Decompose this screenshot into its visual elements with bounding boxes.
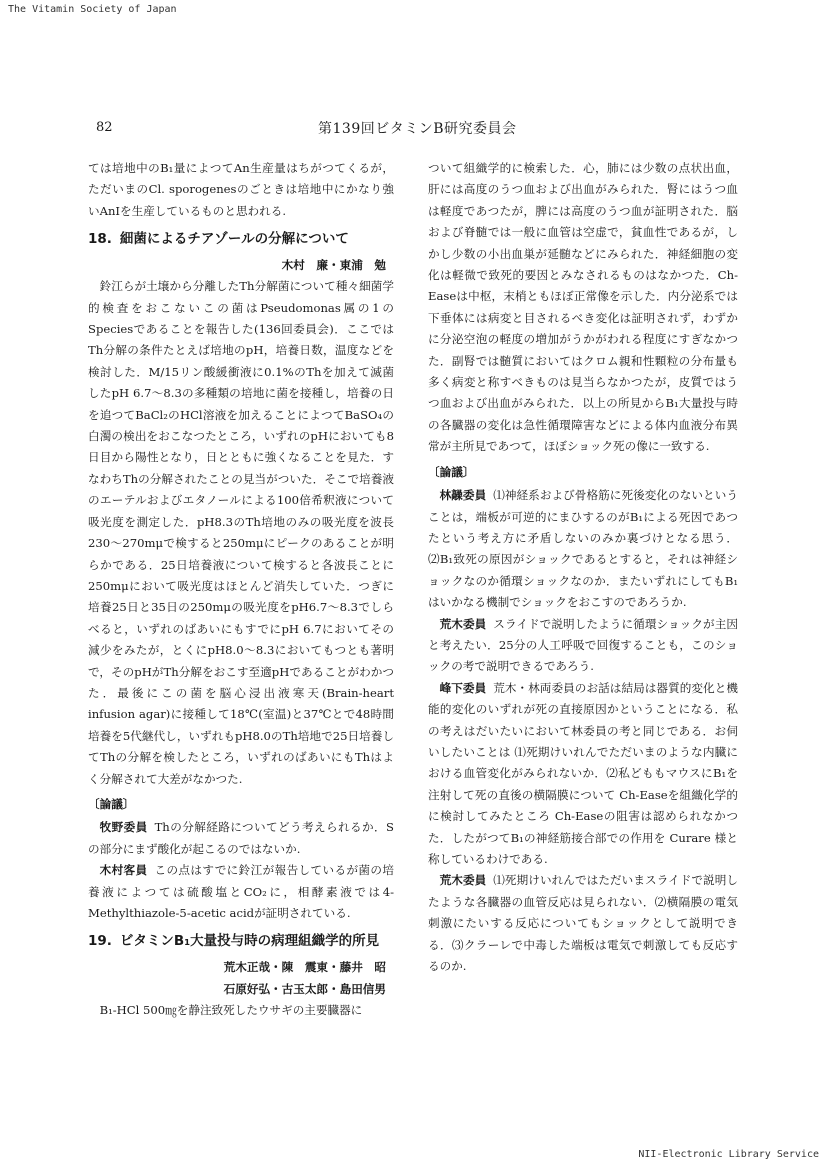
discussion-heading: 〔論議〕 bbox=[428, 464, 475, 479]
running-head: 第139回ビタミンB研究委員会 bbox=[318, 121, 517, 137]
speaker-name: 荒木委員 bbox=[439, 873, 487, 888]
section-18-heading bbox=[88, 228, 394, 250]
discussion-text: Thの分解経路についてどう考えられるか．Sの部分にまず酸化が起こるのではないか. bbox=[88, 820, 394, 856]
discussion-heading: 〔論議〕 bbox=[88, 796, 135, 811]
section-18-number: 18. bbox=[88, 231, 112, 248]
speaker-name: 牧野委員 bbox=[99, 820, 148, 835]
section-19-authors-line-1: 荒木正哉・陳 震東・藤井 昭 bbox=[223, 960, 386, 975]
page-number: 82 bbox=[96, 120, 113, 135]
discussion-entry bbox=[88, 860, 394, 924]
discussion-entry bbox=[428, 678, 738, 871]
top-banner: The Vitamin Society of Japan bbox=[8, 4, 177, 15]
discussion-entry bbox=[88, 817, 394, 860]
intro-paragraph: ては培地中のB₁量によつてAn生産量はちがつてくるが，ただいまのCl. sporogenesのごときは培地中にかなり強いAnⅠを生産しているものと思われる. bbox=[88, 161, 394, 218]
speaker-name: 峰下委員 bbox=[439, 680, 487, 695]
discussion-text: ⑴死期けいれんではただいまスライドで説明したような各臓器の血管反応は見られない．⑵横隔膜の電気刺激にたいする反応についてもショックとして説明できる．⑶クラーレで中毒した端板は電気で刺激しても反応するのか. bbox=[428, 873, 738, 974]
discussion-text: スライドで説明したように循環ショックが主因と考えたい．25分の人工呼吸で回復することも，このショックの考で説明できるであろう. bbox=[428, 616, 738, 674]
section-19-title: ビタミンB₁大量投与時の病理組織学的所見 bbox=[119, 933, 380, 950]
section-19-number: 19. bbox=[88, 933, 112, 950]
discussion-entry bbox=[428, 485, 738, 613]
bottom-banner: NII-Electronic Library Service bbox=[638, 1149, 819, 1160]
left-column bbox=[88, 158, 394, 1022]
discussion-entry bbox=[428, 870, 738, 977]
discussion-text: ⑴神経系および骨格筋に死後変化のないということは，端板が可逆的にまひするのがB₁による死因であつたという考え方に矛盾しないのみか裏づけとなる思う．⑵B₁致死の原因がショックであるとすると，それは神経ショックなのか循環ショックなのか．またいずれにしてもB₁はいかなる機制でショックをおこすのであろうか. bbox=[428, 488, 738, 610]
discussion-text: この点はすでに鈴江が報告しているが菌の培養液によつては硫酸塩とCO₂に，相酵素液では4-Methylthiazole-5-acetic acidが証明されている. bbox=[88, 863, 394, 920]
speaker-name: 木村客員 bbox=[99, 863, 148, 878]
section-18-title: 細菌によるチアゾールの分解について bbox=[119, 231, 349, 248]
right-column bbox=[428, 158, 738, 977]
section-18-authors: 木村 廉・東浦 勉 bbox=[281, 258, 386, 273]
discussion-entry bbox=[428, 614, 738, 678]
discussion-text: 荒木・林両委員のお話は結局は器質的変化と機能的変化のいずれが死の直接原因かということになる．私の考えはだいたいにおいて林委員の考と同じである．お伺いしたいことは ⑴死期けいれんでただいまのような内臓における血管変化がみられないか．⑵私どももマウスにB₁を注射して死の直後の横隔膜について Ch-Easeを組織化学的に検討してみたところ Ch-Easeの阻害は認められなかつた．したがつてB₁の神経筋接合部での作用を Curare 様と称しているわけである. bbox=[428, 680, 738, 866]
section-19-body-continued: ついて組織学的に検索した．心，肺には少数の点状出血，肝には高度のうつ血および出血がみられた．腎にはうつ血は軽度であつたが，脾には高度のうつ血が証明された．脳および脊髄では一般に血管は空虚で，貧血性であるが，しかし少数の小出血巣が延髄などにみられた．神経細胞の変化は軽微で致死的要因とみなされるものはなかつた．Ch-Easeは中枢，末梢ともほぼ正常像を示した．内分泌系では下垂体には病変と目されるべき変化は証明されず，わずかに分泌空泡の軽度の増加がうかがわれる程度にすぎなかつた．副腎では髄質においてはクロム親和性顆粒の分布量も多く病変と称すべきものは見当らなかつたが，皮質ではうつ血および出血がみられた．以上の所見からB₁大量投与時の各臓器の変化は急性循環障害などによる体内血液分布異常が主所見であつて，ほぼショック死の像に一致する. bbox=[428, 161, 738, 454]
speaker-name: 荒木委員 bbox=[439, 616, 487, 631]
section-18-body: 鈴江らが土壌から分離したTh分解菌について種々細菌学的検査をおこないこの菌はPseudomonas属の1のSpeciesであることを報告した(136回委員会)．ここではTh分解の条件たとえば培地のpH，培養日数，温度などを検討した．M/15リン酸緩衝液に0.1%のThを加えて滅菌したpH 6.7～8.3の多種類の培地に菌を接種し，培養の日を追つてBaCl₂のHCl溶液を加えることによつてBaSO₄の白濁の検出をおこなつたところ，いずれのpHにおいても8日目から陽性となり，日とともに強くなることを見た．すなわちThの分解されたことの見当がついた．そこで培養液のエーテルおよびエタノールによる100倍希釈液について吸光度を測定した．pH8.3のTh培地のみの吸光度を波長230～270mμで検すると250mμにピークのあることが明らかである．25日培養液について検すると各波長ことに250mμにおいて吸光度はほとんど消失していた．つぎに培養25日と35日の250mμの吸光度をpH6.7～8.3でしらべると，いずれのばあいにもすでにpH 6.7においてその減少をみたが，とくにpH8.0～8.3においてもつとも著明で，そのpHがTh分解をおこす至適pHであることがわかつた．最後にこの菌を脳心浸出液寒天(Brain-heart infusion agar)に接種して18℃(室温)と37℃とで48時間培養を5代継代し，いずれもpH8.0のTh培地で25日培養してThの分解を検したところ，いずれのばあいにもThはよく分解されて大差がなかつた. bbox=[88, 279, 394, 786]
speaker-name: 林髞委員 bbox=[439, 488, 487, 503]
section-19-authors-line-2: 石原好弘・古玉太郎・島田信男 bbox=[223, 982, 386, 997]
section-19-heading bbox=[88, 930, 394, 952]
section-19-body: B₁-HCl 500㎎を静注致死したウサギの主要臓器に bbox=[99, 1003, 363, 1018]
